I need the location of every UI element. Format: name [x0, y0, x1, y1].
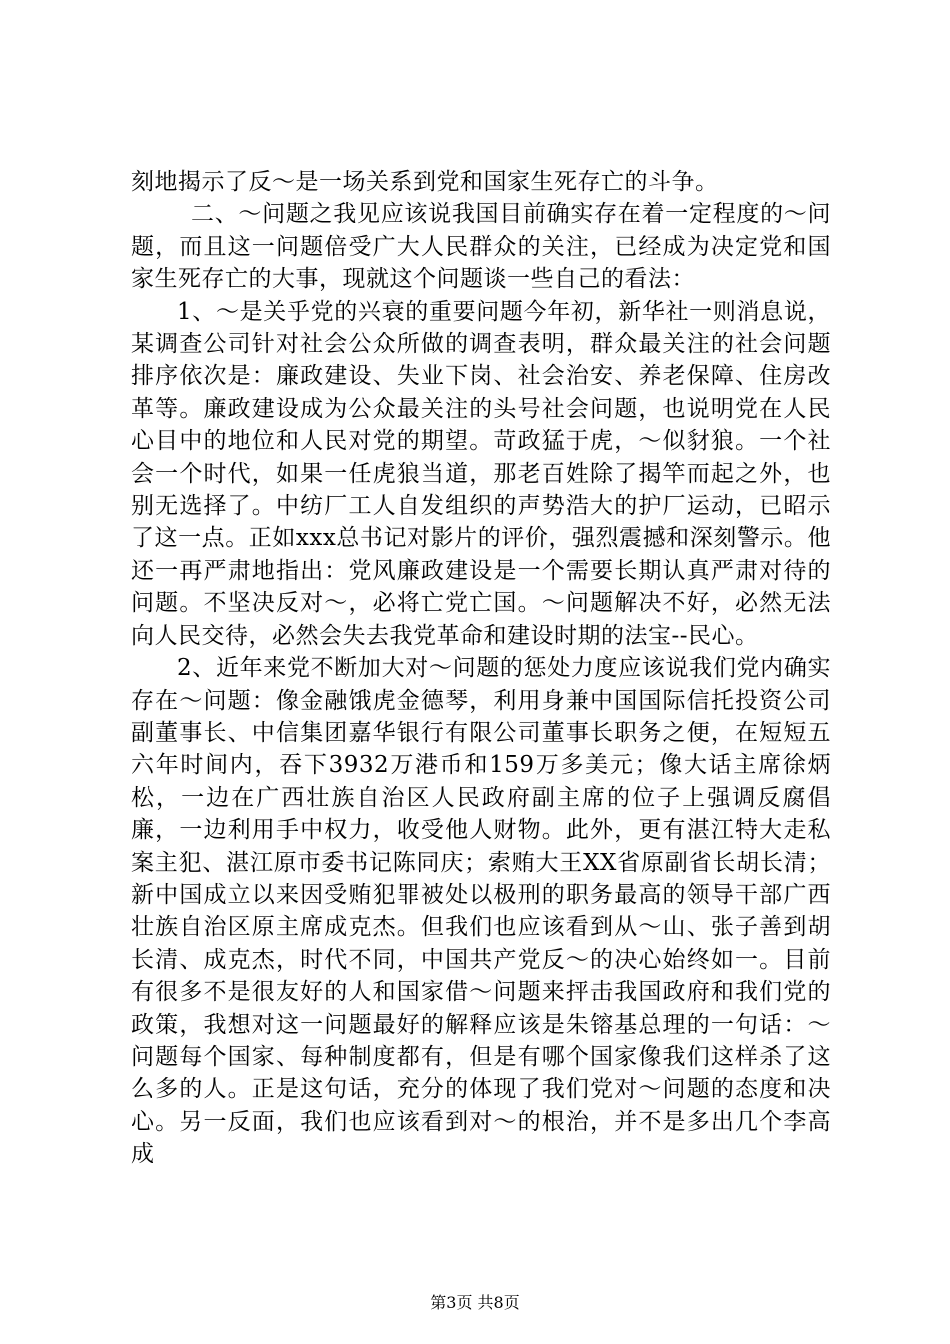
paragraph-continuation: 刻地揭示了反～是一场关系到党和国家生死存亡的斗争。 [131, 169, 719, 195]
page-number-label: 第3页 共8页 [430, 1293, 520, 1312]
paragraph-point-two: 2、近年来党不断加大对～问题的惩处力度应该说我们党内确实存在～问题：像金融饿虎金德琴，利用身兼中国国际信托投资公司副董事长、中信集团嘉华银行有限公司董事长职务之便，在短短五六年时间内，吞下3932万港币和159万多美元；像大话主席徐炳松，一边在广西壮族自治区人民政府副主席的位子上强调反腐倡廉，一边利用手中权力，收受他人财物。此外，更有湛江特大走私案主犯、湛江原市委书记陈同庆；索贿大王XX省原副省长胡长清；新中国成立以来因受贿犯罪被处以极刑的职务最高的领导干部广西壮族自治区原主席成克杰。但我们也应该看到从～山、张子善到胡长清、成克杰，时代不同，中国共产党反～的决心始终如一。目前有很多不是很友好的人和国家借～问题来抨击我国政府和我们党的政策，我想对这一问题最好的解释应该是朱镕基总理的一句话：～问题每个国家、每种制度都有，但是有哪个国家像我们这样杀了这么多的人。正是这句话，充分的体现了我们党对～问题的态度和决心。另一反面，我们也应该看到对～的根治，并不是多出几个李高成 [131, 655, 831, 1168]
paragraph-point-one: 1、～是关乎党的兴衰的重要问题今年初，新华社一则消息说，某调查公司针对社会公众所做的调查表明，群众最关注的社会问题排序依次是：廉政建设、失业下岗、社会治安、养老保障、住房改革等。廉政建设成为公众最关注的头号社会问题，也说明党在人民心目中的地位和人民对党的期望。苛政猛于虎，～似豺狼。一个社会一个时代，如果一任虎狼当道，那老百姓除了揭竿而起之外，也别无选择了。中纺厂工人自发组织的声势浩大的护厂运动，已昭示了这一点。正如xxx总书记对影片的评价，强烈震撼和深刻警示。他还一再严肃地指出：党风廉政建设是一个需要长期认真严肃对待的问题。不坚决反对～，必将亡党亡国。～问题解决不好，必然无法向人民交待，必然会失去我党革命和建设时期的法宝--民心。 [131, 298, 831, 649]
paragraph-section-two: 二、～问题之我见应该说我国目前确实存在着一定程度的～问题，而且这一问题倍受广大人民群众的关注，已经成为决定党和国家生死存亡的大事，现就这个问题谈一些自己的看法： [131, 201, 831, 293]
document-body [131, 166, 831, 1171]
page-footer [0, 1290, 950, 1313]
